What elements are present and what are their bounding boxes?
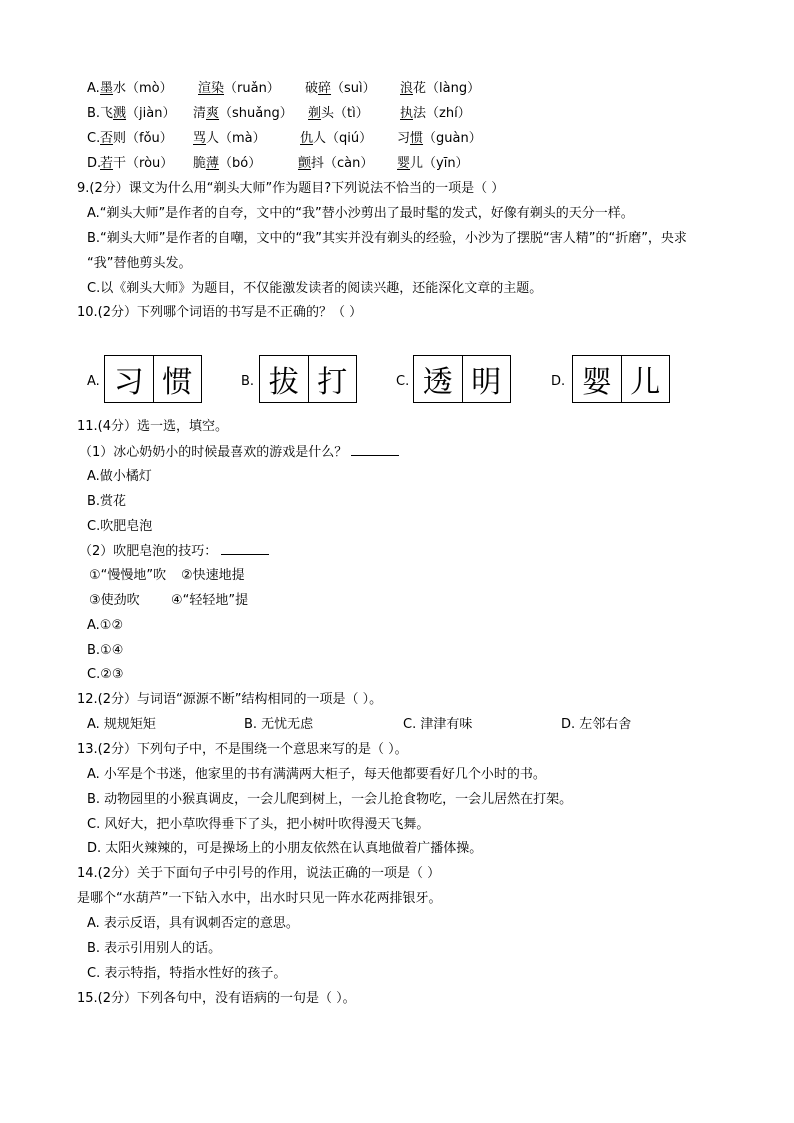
q13-option-a: A. 小军是个书迷，他家里的书有满满两大柜子，每天他都要看好几个小时的书。 [87, 767, 546, 782]
q10-option-a-letter: A. [87, 374, 100, 389]
q13-option-b: B. 动物园里的小猴真调皮，一会儿爬到树上，一会儿抢食物吃，一会儿居然在打架。 [87, 792, 573, 807]
q14-option-c: C. 表示特指，特指水性好的孩子。 [87, 966, 287, 981]
q10-option-a-box [104, 355, 202, 403]
q8-a-item-4: 浪花（làng） [400, 81, 481, 96]
answer-blank[interactable] [351, 443, 399, 456]
char-cell: 惯 [153, 356, 202, 402]
q13-option-c: C. 风好大，把小草吹得垂下了头，把小树叶吹得漫天飞舞。 [87, 817, 430, 832]
q8-d-item-2: 脆薄（bó） [193, 156, 262, 171]
char-cell: 习 [113, 365, 144, 400]
q10-option-d-letter: D. [551, 374, 566, 389]
q12-option-d: D. 左邻右舍 [561, 717, 632, 732]
char-cell: 透 [422, 365, 453, 400]
q11-part1-option-c: C.吹肥皂泡 [87, 519, 153, 534]
q10-option-d-box [572, 355, 670, 403]
q15-stem: 15.(2分）下列各句中，没有语病的一句是（ ）。 [77, 991, 356, 1006]
option-letter: C. [87, 131, 101, 146]
q10-option-c-box [413, 355, 511, 403]
q8-b-item-1: 飞溅（jiàn） [100, 106, 176, 121]
q8-c-item-4: 习惯（guàn） [397, 131, 482, 146]
char-cell: 明 [462, 356, 511, 402]
q8-a-item-2: 渲染（ruǎn） [198, 81, 280, 96]
option-letter: D. [87, 156, 102, 171]
char-cell: 婴 [581, 365, 612, 400]
q13-stem: 13.(2分）下列句子中，不是围绕一个意思来写的是（ ）。 [77, 742, 408, 757]
q9-stem: 9.(2分）课文为什么用“剃头大师”作为题目?下列说法不恰当的一项是（ ） [77, 181, 505, 196]
exam-page: A. 墨水（mò） 渲染（ruǎn） 破碎（suì） 浪花（làng） B. 飞溅（jiàn） 清爽（shuǎng） 剃头（tì） 执法（zhí） C. 否则（fǒu） 骂人（mà） 仇人（qiú） 习惯（guàn） D. 若干（ròu） 脆薄（bó） 颤抖（càn） 婴儿（yīn） 9.(2分）课文为什么用“剃头大师”作为题目?下列说法不恰当的一项是（ ） A.“剃头大师”是作者的自夸，文中的“我”替小沙剪出了最时髦的发式，好像有剃头的天分一样。 B.“剃头大师”是作者的自嘲，文中的“我”其实并没有剃头的经验，小沙为了摆脱“害人精”的“折磨”，央求 “我”替他剪头发。 C.以《剃头大师》为题目，不仅能激发读者的阅读兴趣，还能深化文章的主题。 10.(2分）下列哪个词语的书写是不正确的？（ ） A. 习 惯 B. 拔 打 C. 透 明 D. 婴 儿 11.(4分）选一选，填空。 （1）冰心奶奶小的时候最喜欢的游戏是什么？ A.做小橘灯 B.赏花 C.吹肥皂泡 （2）吹肥皂泡的技巧： ①“慢慢地”吹 ②快速地提 ③使劲吹 ④“轻轻地”提 A.①② B.①④ C.②③ 12.(2分）与词语“源源不断”结构相同的一项是（ ）。 A. 规规矩矩 B. 无忧无虑 C. 津津有味 D. 左邻右舍 13.(2分）下列句子中，不是围绕一个意思来写的是（ ）。 A. 小军是个书迷，他家里的书有满满两大柜子，每天他都要看好几个小时的书。 B. 动物园里的小猴真调皮，一会儿爬到树上，一会儿抢食物吃，一会儿居然在打架。 C. 风好大，把小草吹得垂下了头，把小树叶吹得漫天飞舞。 D. 太阳火辣辣的，可是操场上的小朋友依然在认真地做着广播体操。 14.(2分）关于下面句子中引号的作用，说法正确的一项是（ ） 是哪个“水葫芦”一下钻入水中，出水时只见一阵水花两排银牙。 A. 表示反语，具有讽刺否定的意思。 B. 表示引用别人的话。 C. 表示特指，特指水性好的孩子。 15.(2分）下列各句中，没有语病的一句是（ ）。 [0, 0, 794, 1123]
q11-part2-option-a: A.①② [87, 618, 124, 633]
q13-option-d: D. 太阳火辣辣的，可是操场上的小朋友依然在认真地做着广播体操。 [87, 841, 483, 856]
q9-option-c: C.以《剃头大师》为题目，不仅能激发读者的阅读兴趣，还能深化文章的主题。 [87, 281, 543, 296]
q10-option-c-letter: C. [396, 374, 410, 389]
option-letter: A. [87, 81, 100, 96]
q8-d-item-3: 颤抖（càn） [298, 156, 374, 171]
q10-stem: 10.(2分）下列哪个词语的书写是不正确的？（ ） [77, 305, 363, 320]
q8-b-item-2: 清爽（shuǎng） [193, 106, 293, 121]
q14-sentence: 是哪个“水葫芦”一下钻入水中，出水时只见一阵水花两排银牙。 [77, 891, 442, 906]
q11-part1-option-a: A.做小橘灯 [87, 469, 152, 484]
q14-option-a: A. 表示反语，具有讽刺否定的意思。 [87, 916, 299, 931]
q8-c-item-2: 骂人（mà） [193, 131, 266, 146]
q9-option-a: A.“剃头大师”是作者的自夸，文中的“我”替小沙剪出了最时髦的发式，好像有剃头的天分一样。 [87, 206, 634, 221]
q8-c-item-1: 否则（fǒu） [100, 131, 173, 146]
q9-option-b-line2: “我”替他剪头发。 [87, 256, 192, 271]
q10-option-b-letter: B. [241, 374, 255, 389]
q11-part2-option-b: B.①④ [87, 643, 124, 658]
option-letter: B. [87, 106, 101, 121]
q11-part1-option-b: B.赏花 [87, 494, 127, 509]
q14-option-b: B. 表示引用别人的话。 [87, 941, 222, 956]
answer-blank[interactable] [221, 542, 269, 555]
q11-part2: （2）吹肥皂泡的技巧： [79, 542, 269, 561]
q11-part2-option-c: C.②③ [87, 667, 124, 682]
q10-option-b-box [259, 355, 357, 403]
q8-a-item-1: 墨水（mò） [100, 81, 173, 96]
q8-d-item-4: 婴儿（yīn） [397, 156, 469, 171]
q11-stem: 11.(4分）选一选，填空。 [77, 419, 229, 434]
q8-b-item-4: 执法（zhí） [400, 106, 471, 121]
q8-a-item-3: 破碎（suì） [305, 81, 376, 96]
q12-option-c: C. 津津有味 [403, 717, 473, 732]
q12-option-a: A. 规规矩矩 [87, 717, 156, 732]
q11-part1: （1）冰心奶奶小的时候最喜欢的游戏是什么？ [79, 443, 399, 462]
char-cell: 打 [308, 356, 357, 402]
char-cell: 拔 [268, 365, 299, 400]
q8-c-item-3: 仇人（qiú） [300, 131, 373, 146]
q8-d-item-1: 若干（ròu） [100, 156, 174, 171]
q12-option-b: B. 无忧无虑 [244, 717, 314, 732]
q10-options [0, 355, 794, 409]
char-cell: 儿 [621, 356, 670, 402]
q8-b-item-3: 剃头（tì） [308, 106, 369, 121]
q12-stem: 12.(2分）与词语“源源不断”结构相同的一项是（ ）。 [77, 692, 383, 707]
q14-stem: 14.(2分）关于下面句子中引号的作用，说法正确的一项是（ ） [77, 866, 441, 881]
q9-option-b-line1: B.“剃头大师”是作者的自嘲，文中的“我”其实并没有剃头的经验，小沙为了摆脱“害人精”的“折磨”，央求 [87, 231, 687, 246]
